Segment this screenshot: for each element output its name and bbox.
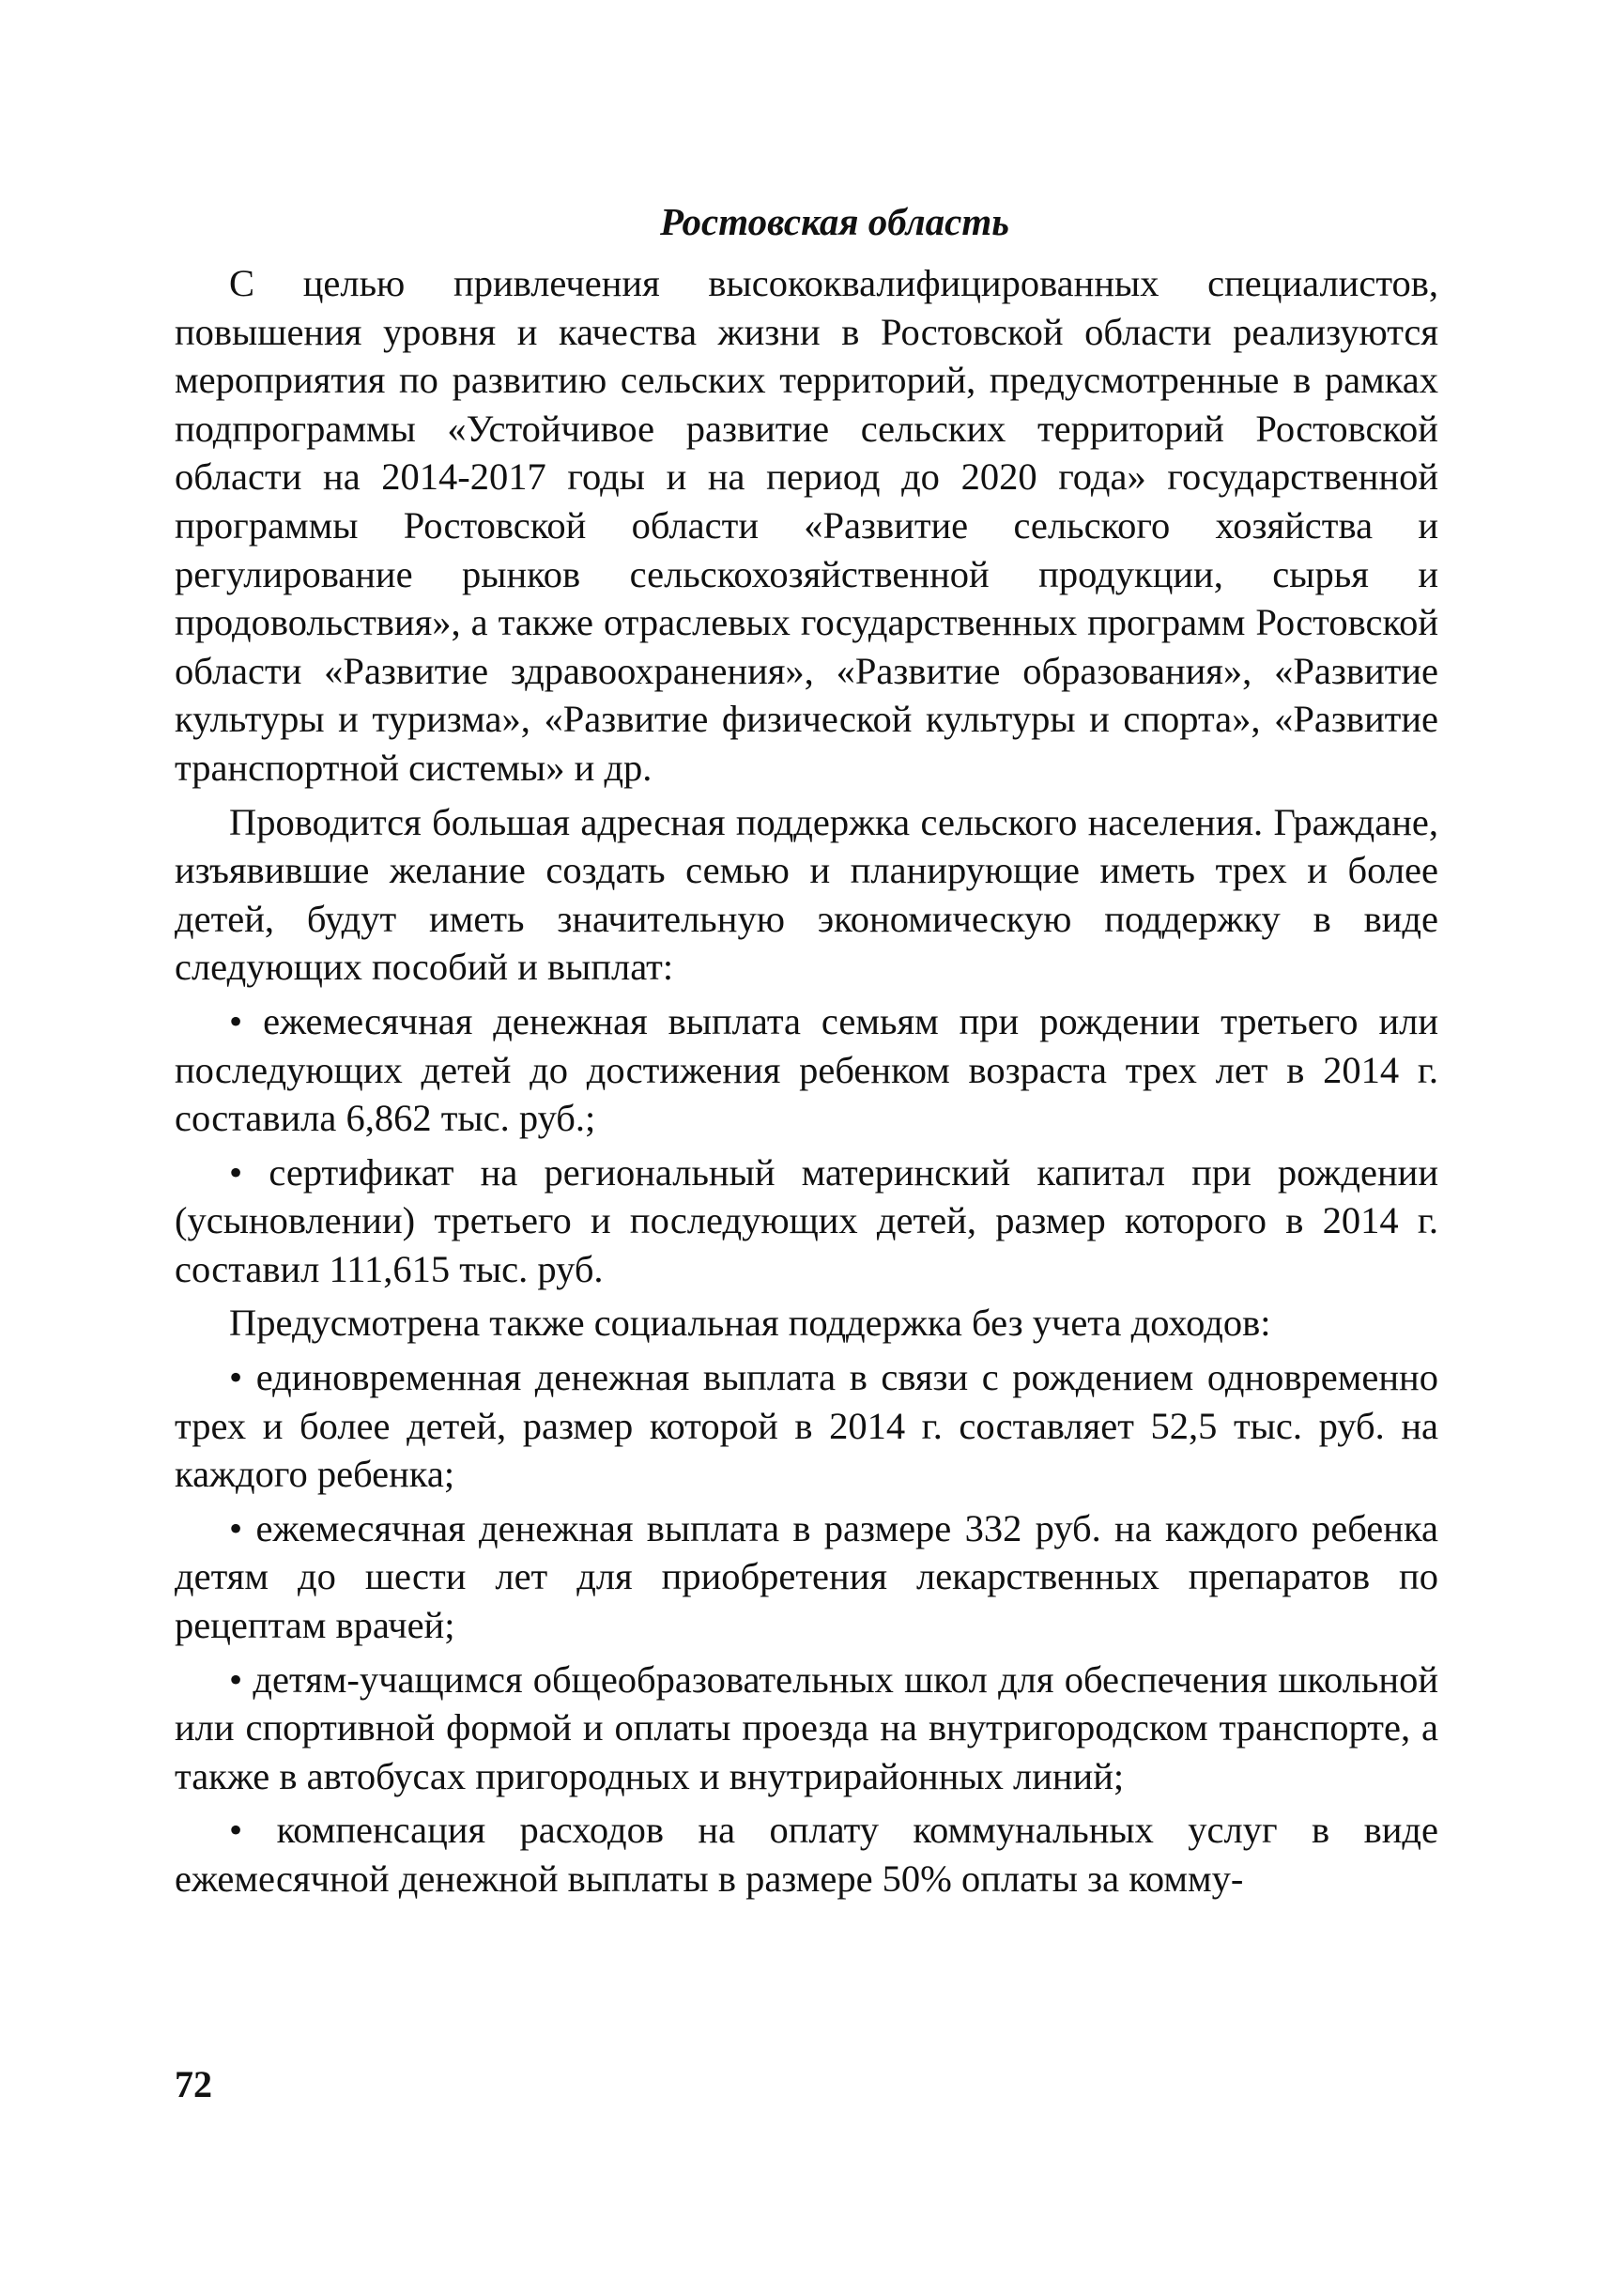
section-heading: Ростовская область <box>659 200 1010 243</box>
list-item-medicine-payment: • ежемесячная денежная выплата в размере 332 руб. на каждого ребенка детям до шести лет для приобретения лекарственных препаратов по рецептам врачей; <box>175 1506 1438 1647</box>
list-item-certificate: • сертификат на региональный материнский капитал при рождении (усыновлении) третьего и последующих детей, размер которого в 2014 г. составил 111,615 тыс. руб. <box>175 1150 1438 1290</box>
page-body <box>175 197 1438 1903</box>
list-item-utilities: • компенсация расходов на оплату коммунальных услуг в виде ежемесячной денежной выплаты в размере 50% оплаты за комму- <box>175 1809 1438 1900</box>
list-item-lump-sum: • единовременная денежная выплата в связи с рождением одновременно трех и более детей, размер которой в 2014 г. составляет 52,5 тыс. руб. на каждого ребенка; <box>175 1356 1438 1496</box>
paragraph-intro: С целью привлечения высококвалифицированных специалистов, повышения уровня и качества жизни в Ростовской области реализуются мероприятия по развитию сельских территорий, предусмотренные в рамках подпрограммы «Устойчивое развитие сельских территорий Ростовской области на 2014-2017 годы и на период до 2020 года» государственной программы Ростовской области «Развитие сельского хозяйства и регулирование рынков сельскохозяйственной продукции, сырья и продовольствия», а также отраслевых государственных программ Ростовской области «Развитие здравоохранения», «Развитие образования», «Развитие культуры и туризма», «Развитие физической культуры и спорта», «Развитие транспортной системы» и др. <box>175 262 1438 789</box>
paragraph-support: Проводится большая адресная поддержка сельского населения. Граждане, изъявившие желание создать семью и планирующие иметь трех и более детей, будут иметь значительную экономическую поддержку в виде следующих пособий и выплат: <box>175 800 1438 989</box>
list-item-school-children: • детям-учащимся общеобразовательных школ для обеспечения школьной или спортивной формой и оплаты проезда на внутригородском транспорте, а также в автобусах пригородных и внутрирайонных линий; <box>175 1657 1438 1797</box>
page-number: 72 <box>175 2063 212 2105</box>
list-item-monthly-payment: • ежемесячная денежная выплата семьям при рождении третьего или последующих детей до достижения ребенком возраста трех лет в 2014 г. составила 6,862 тыс. руб.; <box>175 999 1438 1140</box>
paragraph-social-support: Предусмотрена также социальная поддержка без учета доходов: <box>229 1302 1271 1345</box>
